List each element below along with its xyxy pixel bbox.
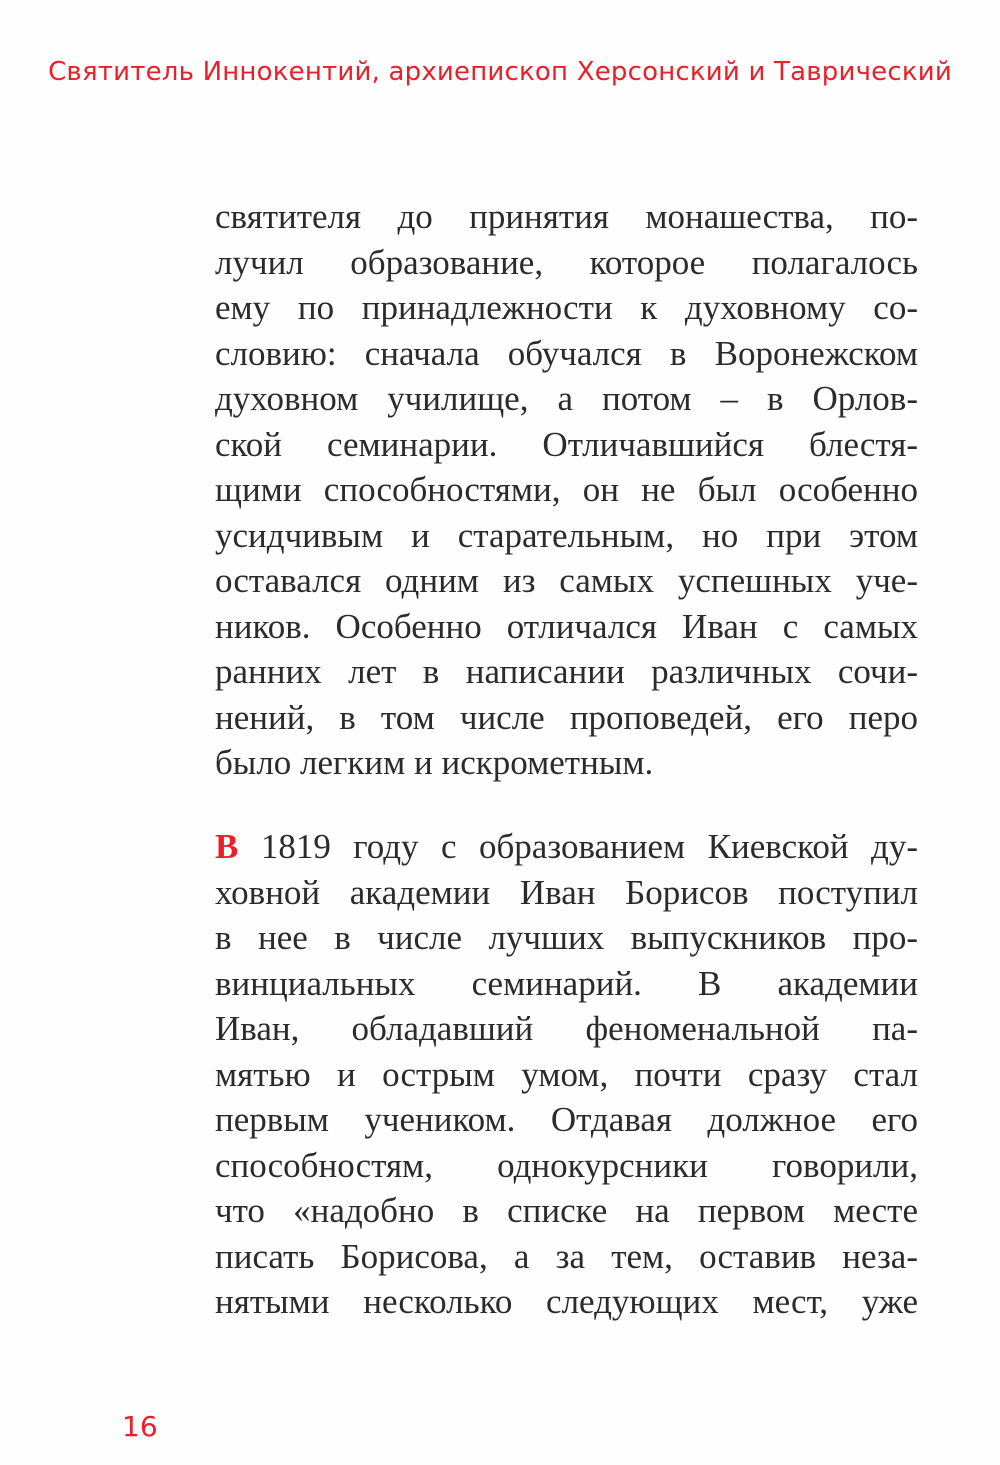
text-line: лучил образование, которое полагалось <box>215 242 918 282</box>
text-line: ской семинарии. Отличавшийся блестя- <box>215 424 918 464</box>
text-line: усидчивым и старательным, но при этом <box>215 515 918 555</box>
text-line: словию: сначала обучался в Воронежском <box>215 333 918 373</box>
text-line: ховной академии Иван Борисов поступил <box>215 872 918 912</box>
running-header: Святитель Иннокентий, архиепископ Херсонский и Таврический <box>48 57 952 87</box>
dropcap-letter: В <box>215 827 239 866</box>
text-line: ранних лет в написании различных сочи- <box>215 652 918 691</box>
text-line: способностям, однокурсники говорили, <box>215 1145 918 1185</box>
first-line-text: 1819 году с образованием Киевской ду- <box>238 827 918 866</box>
text-line: первым учеником. Отдавая должное его <box>215 1100 918 1139</box>
text-line: ему по принадлежности к духовному со- <box>215 288 918 327</box>
text-line: щими способностями, он не был особенно <box>215 470 918 509</box>
text-line: духовном училище, а потом – в Орлов- <box>215 379 918 418</box>
paragraph-2 <box>215 824 918 1325</box>
text-line: святителя до принятия монашества, по- <box>215 197 918 236</box>
text-line: винциальных семинарий. В академии <box>215 963 918 1003</box>
text-line: нятыми несколько следующих мест, уже <box>215 1282 918 1321</box>
text-line: оставался одним из самых успешных уче- <box>215 561 918 600</box>
text-line: что «надобно в списке на первом месте <box>215 1191 918 1230</box>
text-line: писать Борисова, а за тем, оставив неза- <box>215 1236 918 1276</box>
page-number: 16 <box>122 1410 158 1443</box>
text-line: было легким и искрометным. <box>215 743 654 782</box>
text-line: в нее в числе лучших выпускников про- <box>215 918 918 957</box>
text-line-first <box>215 824 918 870</box>
text-line: Иван, обладавший феноменальной па- <box>215 1009 918 1048</box>
text-line: нений, в том числе проповедей, его перо <box>215 697 918 737</box>
paragraph-1 <box>215 194 918 786</box>
text-line: ников. Особенно отличался Иван с самых <box>215 606 918 646</box>
text-line: мятью и острым умом, почти сразу стал <box>215 1054 918 1094</box>
